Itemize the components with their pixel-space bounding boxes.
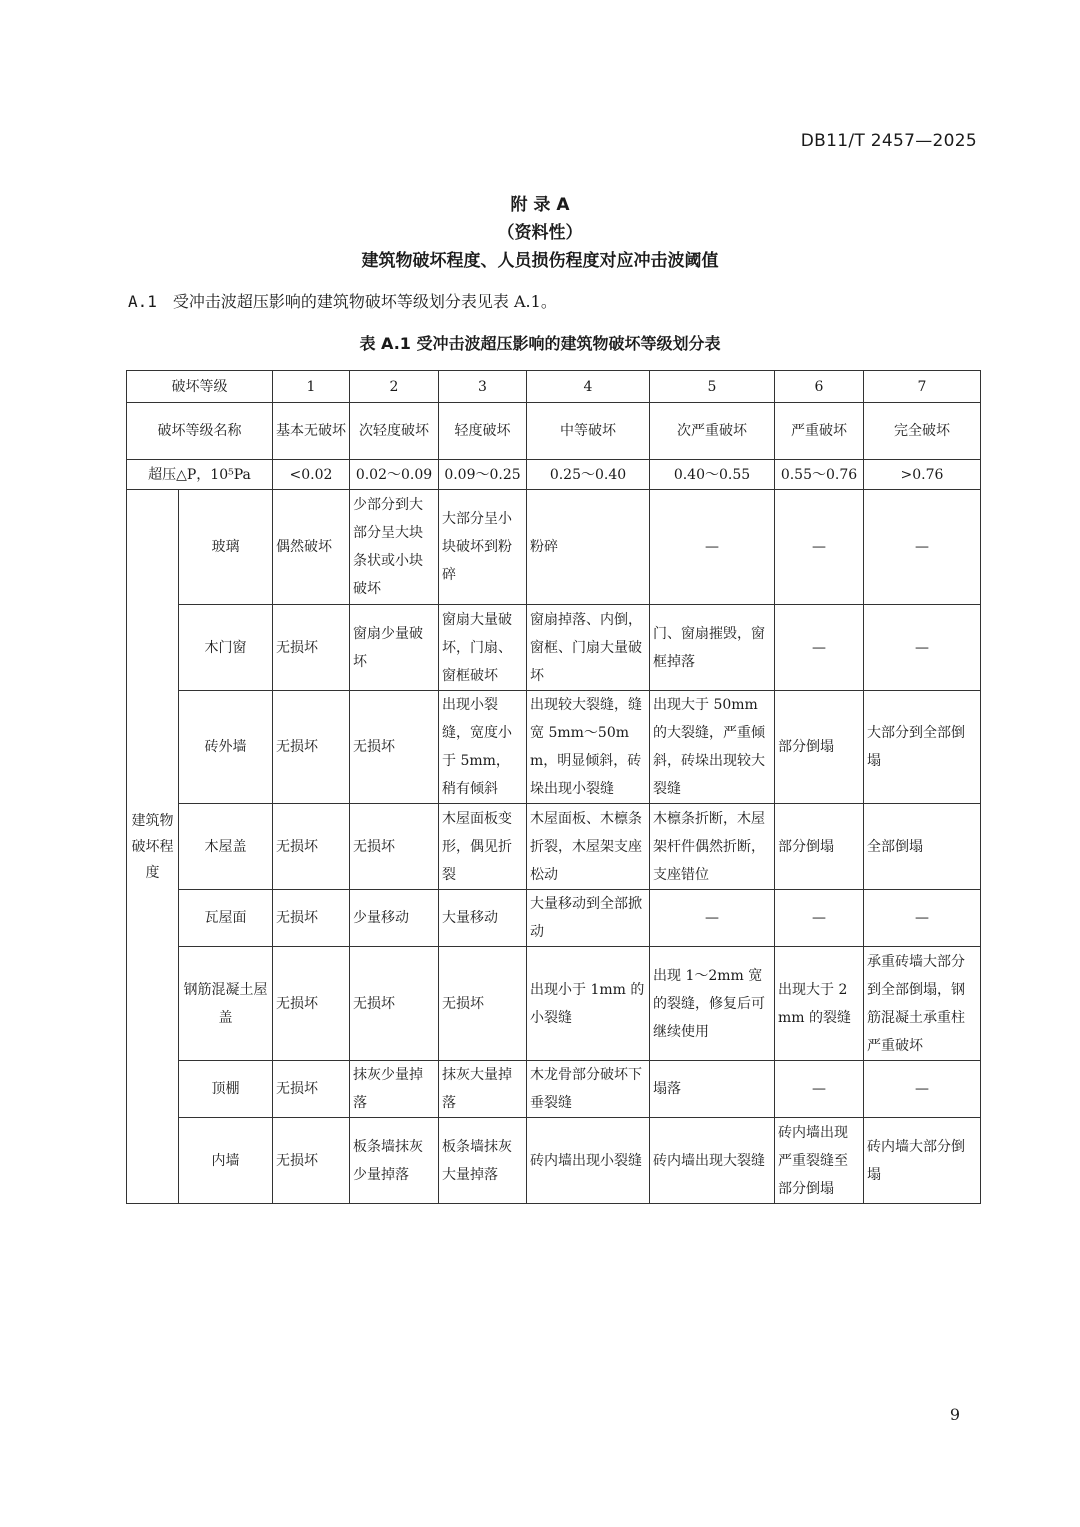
damage-level-table [126, 370, 981, 1204]
table-cell: 无损坏 [273, 804, 350, 890]
level-cell: 5 [650, 371, 775, 403]
row-label: 顶棚 [179, 1061, 273, 1118]
clause-number: A.1 [128, 292, 157, 311]
appendix-heading: 建筑物破坏程度、人员损伤程度对应冲击波阈值 [361, 251, 719, 271]
table-cell: 无损坏 [273, 605, 350, 691]
row-label: 瓦屋面 [179, 890, 273, 947]
table-cell: — [775, 1061, 864, 1118]
table-cell: 大量移动到全部掀动 [527, 890, 650, 947]
table-cell: 部分倒塌 [775, 691, 864, 804]
table-cell: 无损坏 [350, 691, 439, 804]
table-cell: 无损坏 [273, 890, 350, 947]
appendix-title: 附 录 A [510, 195, 570, 215]
table-cell: 偶然破坏 [273, 490, 350, 605]
table-cell: — [864, 605, 981, 691]
table-cell: 出现 1～2mm 宽的裂缝，修复后可继续使用 [650, 947, 775, 1061]
row-label: 木门窗 [179, 605, 273, 691]
table-cell: 砖内墙大部分倒塌 [864, 1118, 981, 1204]
row-label: 木屋盖 [179, 804, 273, 890]
table-cell: — [864, 890, 981, 947]
name-cell: 严重破坏 [775, 403, 864, 460]
row-label: 钢筋混凝土屋盖 [179, 947, 273, 1061]
table-cell: 塌落 [650, 1061, 775, 1118]
table-cell: 窗扇大量破坏，门扇、窗框破坏 [439, 605, 527, 691]
table-cell: 无损坏 [273, 691, 350, 804]
overpressure-cell: 0.02～0.09 [350, 460, 439, 490]
page-number: 9 [949, 1405, 960, 1424]
table-cell: 窗扇掉落、内倒，窗框、门扇大量破坏 [527, 605, 650, 691]
table-cell: 无损坏 [439, 947, 527, 1061]
clause-text: 受冲击波超压影响的建筑物破坏等级划分表见表 A.1。 [172, 292, 557, 311]
table-cell: 出现较大裂缝，缝宽 5mm～50mm，明显倾斜，砖垛出现小裂缝 [527, 691, 650, 804]
damage-row [127, 1118, 981, 1204]
level-cell: 2 [350, 371, 439, 403]
damage-row [127, 490, 981, 605]
table-cell: — [864, 1061, 981, 1118]
table-cell: — [775, 605, 864, 691]
level-cell: 6 [775, 371, 864, 403]
table-cell: 无损坏 [350, 947, 439, 1061]
table-cell: 抹灰少量掉落 [350, 1061, 439, 1118]
table-cell: 无损坏 [350, 804, 439, 890]
name-cell: 完全破坏 [864, 403, 981, 460]
table-cell: 砖内墙出现大裂缝 [650, 1118, 775, 1204]
damage-row [127, 804, 981, 890]
damage-row [127, 1061, 981, 1118]
standard-code: DB11/T 2457—2025 [800, 131, 977, 151]
table-cell: — [864, 490, 981, 605]
appendix-nature: （资料性） [497, 223, 583, 243]
table-cell: 少量移动 [350, 890, 439, 947]
table-cell: 无损坏 [273, 947, 350, 1061]
table-cell: 大量移动 [439, 890, 527, 947]
table-cell: — [775, 890, 864, 947]
table-cell: — [650, 490, 775, 605]
table-cell: — [650, 890, 775, 947]
row-overpressure [127, 460, 981, 490]
table-cell: 板条墙抹灰大量掉落 [439, 1118, 527, 1204]
table-cell: 部分倒塌 [775, 804, 864, 890]
name-cell: 中等破坏 [527, 403, 650, 460]
table-cell: 木檩条折断，木屋架杆件偶然折断，支座错位 [650, 804, 775, 890]
table-cell: 少部分到大部分呈大块条状或小块破坏 [350, 490, 439, 605]
name-cell: 轻度破坏 [439, 403, 527, 460]
table-cell: 粉碎 [527, 490, 650, 605]
clause-a1 [128, 289, 557, 312]
row-level [127, 371, 981, 403]
overpressure-cell: 0.25～0.40 [527, 460, 650, 490]
table-cell: 砖内墙出现严重裂缝至部分倒塌 [775, 1118, 864, 1204]
overpressure-cell: 0.55～0.76 [775, 460, 864, 490]
table-cell: 砖内墙出现小裂缝 [527, 1118, 650, 1204]
table-cell: 大部分到全部倒塌 [864, 691, 981, 804]
table-cell: 板条墙抹灰少量掉落 [350, 1118, 439, 1204]
damage-row [127, 947, 981, 1061]
table-cell: 出现大于 50mm 的大裂缝，严重倾斜，砖垛出现较大裂缝 [650, 691, 775, 804]
overpressure-cell: 0.09～0.25 [439, 460, 527, 490]
overpressure-cell: 0.40～0.55 [650, 460, 775, 490]
table-cell: 门、窗扇摧毁，窗框掉落 [650, 605, 775, 691]
table-cell: 无损坏 [273, 1118, 350, 1204]
level-cell: 7 [864, 371, 981, 403]
table-cell: 木屋面板、木檩条折裂，木屋架支座松动 [527, 804, 650, 890]
table-cell: 无损坏 [273, 1061, 350, 1118]
table-cell: 出现大于 2mm 的裂缝 [775, 947, 864, 1061]
table-caption: 表 A.1 受冲击波超压影响的建筑物破坏等级划分表 [359, 334, 721, 353]
table-cell: 木龙骨部分破坏下垂裂缝 [527, 1061, 650, 1118]
name-label: 破坏等级名称 [127, 403, 273, 460]
row-label: 砖外墙 [179, 691, 273, 804]
table-cell: 大部分呈小块破坏到粉碎 [439, 490, 527, 605]
level-cell: 1 [273, 371, 350, 403]
table-cell: 窗扇少量破坏 [350, 605, 439, 691]
name-cell: 次轻度破坏 [350, 403, 439, 460]
overpressure-cell: <0.02 [273, 460, 350, 490]
table-cell: 出现小裂缝，宽度小于 5mm，稍有倾斜 [439, 691, 527, 804]
name-cell: 次严重破坏 [650, 403, 775, 460]
damage-row [127, 691, 981, 804]
table-cell: 出现小于 1mm 的小裂缝 [527, 947, 650, 1061]
row-name [127, 403, 981, 460]
group-label: 建筑物破坏程度 [127, 490, 179, 1204]
level-label: 破坏等级 [127, 371, 273, 403]
overpressure-cell: >0.76 [864, 460, 981, 490]
level-cell: 4 [527, 371, 650, 403]
level-cell: 3 [439, 371, 527, 403]
damage-row [127, 605, 981, 691]
row-label: 内墙 [179, 1118, 273, 1204]
overpressure-label: 超压△P，10⁵Pa [127, 460, 273, 490]
damage-row [127, 890, 981, 947]
name-cell: 基本无破坏 [273, 403, 350, 460]
table-cell: — [775, 490, 864, 605]
table-cell: 木屋面板变形，偶见折裂 [439, 804, 527, 890]
table-cell: 全部倒塌 [864, 804, 981, 890]
row-label: 玻璃 [179, 490, 273, 605]
table-cell: 抹灰大量掉落 [439, 1061, 527, 1118]
table-cell: 承重砖墙大部分到全部倒塌，钢筋混凝土承重柱严重破坏 [864, 947, 981, 1061]
